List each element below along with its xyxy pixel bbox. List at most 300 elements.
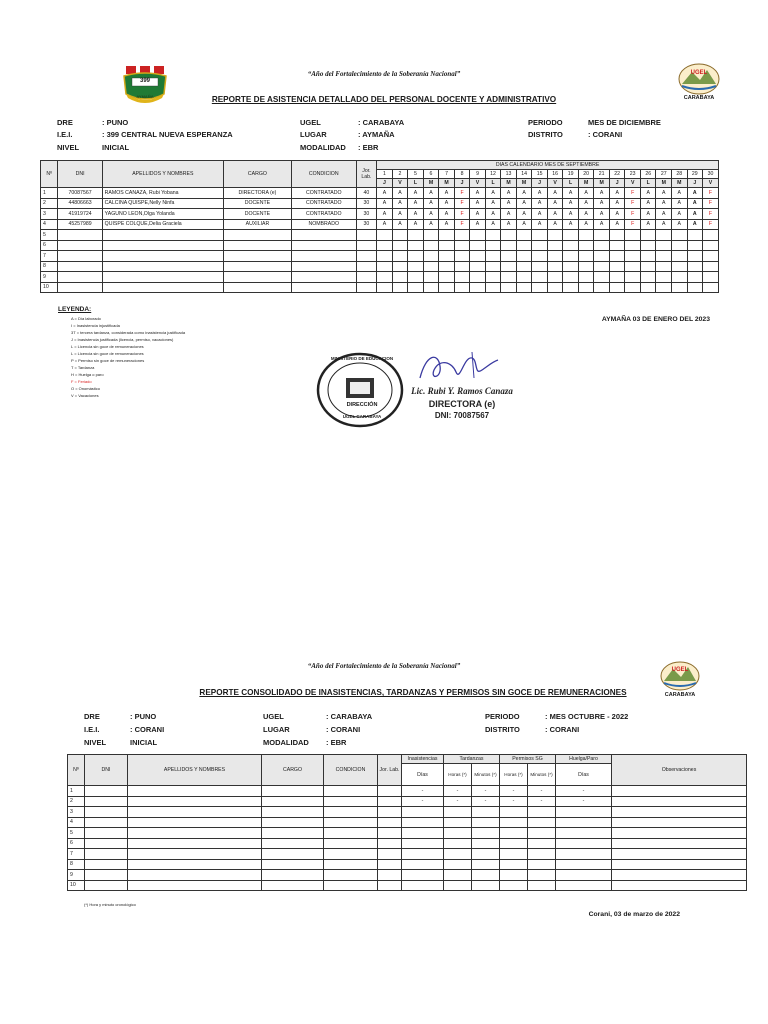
day-letter: V: [470, 179, 486, 188]
day-number: 19: [563, 170, 579, 179]
empty-cell: [500, 838, 528, 849]
empty-cell: [472, 838, 500, 849]
attendance-mark: [594, 230, 610, 241]
dre-value-2: : PUNO: [130, 712, 157, 721]
distrito-value: : CORANI: [588, 130, 623, 139]
empty-cell: [472, 807, 500, 818]
empty-cell: [472, 880, 500, 891]
col-permisos-minutos: Minutos (*): [528, 764, 556, 786]
col-tardanzas-horas: Horas (*): [444, 764, 472, 786]
row-dni: [58, 251, 102, 262]
empty-cell: [528, 828, 556, 839]
modalidad-label-2: MODALIDAD: [263, 738, 309, 747]
row-condicion: [291, 230, 356, 241]
day-letter: L: [640, 179, 656, 188]
attendance-mark: [532, 240, 548, 251]
distrito-label-2: DISTRITO: [485, 725, 520, 734]
attendance-mark: [454, 240, 470, 251]
ugel-label: UGEL: [300, 118, 321, 127]
day-number: 1: [377, 170, 393, 179]
empty-cell: [500, 817, 528, 828]
table-row: [41, 230, 719, 241]
row-dni: 41919724: [58, 209, 102, 220]
attendance-mark: A: [609, 219, 625, 230]
attendance-mark: [423, 272, 439, 283]
lugar-value: : AYMAÑA: [358, 130, 395, 139]
empty-cell: [85, 828, 128, 839]
attendance-mark: A: [408, 219, 424, 230]
attendance-mark: [687, 282, 703, 293]
attendance-mark: [392, 261, 408, 272]
attendance-mark: [516, 272, 532, 283]
attendance-mark: A: [470, 219, 486, 230]
attendance-mark: [408, 230, 424, 241]
empty-cell: [85, 817, 128, 828]
row-name: CALCINA QUISPE,Nelly Ninfa: [102, 198, 223, 209]
attendance-mark: [671, 261, 687, 272]
empty-cell: [402, 838, 444, 849]
attendance-mark: [687, 261, 703, 272]
empty-cell: [324, 786, 378, 797]
attendance-mark: A: [532, 219, 548, 230]
empty-cell: [262, 786, 324, 797]
attendance-mark: [578, 230, 594, 241]
dash-value: -: [402, 796, 444, 807]
attendance-mark: A: [656, 219, 672, 230]
row-number: 9: [68, 870, 85, 881]
col-condicion: CONDICION: [291, 161, 356, 188]
empty-cell: [444, 828, 472, 839]
row-cargo: [224, 240, 292, 251]
dash-value: -: [528, 796, 556, 807]
row-cargo: AUXILIAR: [224, 219, 292, 230]
empty-cell: [556, 838, 612, 849]
stamp-middle-text: DIRECCIÓN: [346, 402, 378, 408]
empty-cell: [500, 828, 528, 839]
attendance-mark: A: [485, 198, 501, 209]
col-dni: DNI: [58, 161, 102, 188]
col-names: APELLIDOS Y NOMBRES: [102, 161, 223, 188]
day-letter: J: [377, 179, 393, 188]
col-tardanzas-minutos: Minutos (*): [472, 764, 500, 786]
row-dni: 45257989: [58, 219, 102, 230]
attendance-mark: A: [671, 188, 687, 199]
row-number: 7: [41, 251, 58, 262]
table-row: [68, 849, 747, 860]
attendance-mark: [703, 282, 719, 293]
row-number: 1: [68, 786, 85, 797]
attendance-mark: [547, 261, 563, 272]
empty-cell: [612, 786, 747, 797]
attendance-mark: [423, 282, 439, 293]
attendance-mark: F: [454, 198, 470, 209]
attendance-mark: [703, 251, 719, 262]
attendance-mark: A: [423, 198, 439, 209]
attendance-mark: A: [377, 209, 393, 220]
day-number: 6: [423, 170, 439, 179]
day-letter: J: [687, 179, 703, 188]
row-condicion: [291, 282, 356, 293]
dash-value: -: [444, 786, 472, 797]
place-date: AYMAÑA 03 DE ENERO DEL 2023: [601, 316, 710, 323]
attendance-mark: [563, 272, 579, 283]
day-number: 21: [594, 170, 610, 179]
attendance-mark: [485, 230, 501, 241]
attendance-mark: [656, 251, 672, 262]
attendance-mark: [594, 251, 610, 262]
row-name: RAMOS CANAZA, Rubi Yobana: [102, 188, 223, 199]
empty-cell: [528, 807, 556, 818]
attendance-mark: [703, 272, 719, 283]
distrito-value-2: : CORANI: [545, 725, 580, 734]
empty-cell: [128, 849, 262, 860]
empty-cell: [528, 849, 556, 860]
attendance-mark: A: [408, 209, 424, 220]
col-observaciones: Observaciones: [612, 755, 747, 786]
empty-cell: [556, 870, 612, 881]
row-dni: [58, 230, 102, 241]
report-title-2: REPORTE CONSOLIDADO DE INASISTENCIAS, TARDANZAS Y PERMISOS SIN GOCE DE REMUNERACIONES: [199, 688, 627, 697]
empty-cell: [612, 807, 747, 818]
attendance-mark: [485, 251, 501, 262]
lugar-label: LUGAR: [300, 130, 327, 139]
attendance-mark: A: [470, 198, 486, 209]
attendance-mark: A: [687, 188, 703, 199]
row-condicion: [291, 261, 356, 272]
empty-cell: [85, 796, 128, 807]
attendance-mark: F: [703, 188, 719, 199]
legend-item: T = Tardanza: [71, 365, 95, 370]
attendance-mark: [439, 282, 455, 293]
row-cargo: [224, 251, 292, 262]
attendance-mark: [501, 272, 517, 283]
attendance-mark: [703, 261, 719, 272]
empty-cell: [85, 849, 128, 860]
attendance-mark: A: [516, 198, 532, 209]
empty-cell: [402, 870, 444, 881]
row-dni: [58, 261, 102, 272]
row-name: [102, 230, 223, 241]
empty-cell: [612, 828, 747, 839]
day-letter: V: [625, 179, 641, 188]
attendance-mark: A: [640, 198, 656, 209]
attendance-mark: [516, 261, 532, 272]
table-row: [41, 219, 719, 230]
attendance-mark: [377, 230, 393, 241]
attendance-mark: A: [578, 198, 594, 209]
attendance-mark: [439, 240, 455, 251]
attendance-mark: [501, 230, 517, 241]
table-row: [68, 786, 747, 797]
attendance-mark: [656, 272, 672, 283]
ugel-logo-text: UGEL: [690, 70, 708, 76]
day-number: 30: [703, 170, 719, 179]
col-permisos-horas: Horas (*): [500, 764, 528, 786]
attendance-mark: [671, 272, 687, 283]
dash-value: -: [556, 786, 612, 797]
attendance-mark: [392, 272, 408, 283]
attendance-mark: A: [687, 198, 703, 209]
empty-cell: [472, 859, 500, 870]
empty-cell: [85, 838, 128, 849]
row-jor: [356, 261, 377, 272]
attendance-mark: A: [594, 209, 610, 220]
col-huelga-dias: Días: [556, 764, 612, 786]
row-condicion: CONTRATADO: [291, 188, 356, 199]
col-no: Nº: [41, 161, 58, 188]
attendance-mark: F: [703, 209, 719, 220]
empty-cell: [262, 880, 324, 891]
day-number: 26: [640, 170, 656, 179]
row-condicion: CONTRATADO: [291, 209, 356, 220]
attendance-mark: A: [501, 198, 517, 209]
legend-item: V = Vacaciones: [71, 393, 99, 398]
attendance-mark: A: [671, 209, 687, 220]
empty-cell: [528, 870, 556, 881]
legend-item: 3T = tercera tardanza, considerada como inasistencia justificada: [71, 330, 186, 335]
legend-item: J = Inasistencia justificada (licencia, permiso, vacaciones): [71, 337, 174, 342]
table-row: [68, 796, 747, 807]
attendance-mark: [470, 282, 486, 293]
empty-cell: [472, 870, 500, 881]
empty-cell: [324, 807, 378, 818]
attendance-mark: [547, 272, 563, 283]
attendance-mark: A: [501, 188, 517, 199]
legend-title: LEYENDA:: [58, 306, 92, 313]
table-row: [68, 880, 747, 891]
attendance-mark: [532, 230, 548, 241]
empty-cell: [324, 838, 378, 849]
distrito-label: DISTRITO: [528, 130, 563, 139]
empty-cell: [378, 859, 402, 870]
table-row: [68, 859, 747, 870]
empty-cell: [378, 807, 402, 818]
row-jor: 30: [356, 219, 377, 230]
attendance-mark: A: [609, 198, 625, 209]
legend-item: F = Feriado: [71, 379, 92, 384]
row-cargo: DIRECTORA (e): [224, 188, 292, 199]
attendance-mark: [408, 282, 424, 293]
attendance-mark: A: [423, 188, 439, 199]
attendance-mark: [703, 240, 719, 251]
attendance-mark: A: [594, 219, 610, 230]
row-number: 2: [68, 796, 85, 807]
row-number: 3: [68, 807, 85, 818]
empty-cell: [444, 880, 472, 891]
attendance-mark: [377, 272, 393, 283]
row-number: 1: [41, 188, 58, 199]
attendance-mark: [563, 251, 579, 262]
empty-cell: [128, 786, 262, 797]
empty-cell: [378, 796, 402, 807]
day-number: 27: [656, 170, 672, 179]
attendance-mark: [532, 272, 548, 283]
attendance-mark: A: [547, 209, 563, 220]
empty-cell: [500, 859, 528, 870]
signature-role: DIRECTORA (e): [428, 399, 496, 409]
table-row: [41, 251, 719, 262]
attendance-mark: [485, 272, 501, 283]
day-number: 12: [485, 170, 501, 179]
empty-cell: [444, 870, 472, 881]
empty-cell: [378, 870, 402, 881]
empty-cell: [444, 807, 472, 818]
attendance-mark: [501, 261, 517, 272]
row-number: 10: [68, 880, 85, 891]
empty-cell: [378, 828, 402, 839]
attendance-mark: A: [547, 198, 563, 209]
attendance-mark: [392, 230, 408, 241]
attendance-mark: A: [377, 219, 393, 230]
col-inasistencias-dias: Días: [402, 764, 444, 786]
attendance-mark: [656, 240, 672, 251]
empty-cell: [402, 849, 444, 860]
attendance-mark: [470, 240, 486, 251]
attendance-mark: [377, 240, 393, 251]
consolidated-table: [67, 754, 747, 891]
attendance-mark: [640, 240, 656, 251]
attendance-mark: A: [377, 188, 393, 199]
attendance-mark: A: [516, 188, 532, 199]
attendance-mark: [454, 282, 470, 293]
empty-cell: [612, 859, 747, 870]
attendance-mark: A: [578, 188, 594, 199]
attendance-mark: [594, 282, 610, 293]
attendance-mark: [625, 282, 641, 293]
attendance-mark: [625, 230, 641, 241]
attendance-mark: F: [625, 198, 641, 209]
attendance-mark: [485, 261, 501, 272]
empty-cell: [472, 849, 500, 860]
attendance-mark: [501, 251, 517, 262]
day-letter: L: [408, 179, 424, 188]
dash-value: -: [444, 796, 472, 807]
empty-cell: [324, 849, 378, 860]
attendance-mark: [423, 240, 439, 251]
attendance-mark: A: [423, 209, 439, 220]
attendance-mark: [609, 261, 625, 272]
attendance-mark: A: [563, 198, 579, 209]
attendance-mark: [377, 251, 393, 262]
dash-value: -: [500, 796, 528, 807]
table-row: [41, 272, 719, 283]
day-number: 22: [609, 170, 625, 179]
attendance-mark: A: [408, 188, 424, 199]
col-cargo: CARGO: [224, 161, 292, 188]
empty-cell: [128, 838, 262, 849]
col-condicion-2: CONDICION: [324, 755, 378, 786]
row-jor: [356, 272, 377, 283]
attendance-mark: A: [563, 188, 579, 199]
attendance-mark: A: [392, 219, 408, 230]
table-row: [68, 838, 747, 849]
row-dni: [58, 282, 102, 293]
attendance-mark: A: [687, 219, 703, 230]
attendance-mark: A: [594, 198, 610, 209]
empty-cell: [472, 828, 500, 839]
attendance-mark: A: [423, 219, 439, 230]
attendance-mark: [671, 230, 687, 241]
row-name: QUISPE COLQUE,Delia Graciela: [102, 219, 223, 230]
ugel-label-2: UGEL: [263, 712, 284, 721]
empty-cell: [472, 817, 500, 828]
attendance-mark: [687, 240, 703, 251]
attendance-mark: [532, 282, 548, 293]
ugel-logo-2-caption: CARABAYA: [664, 692, 696, 698]
attendance-mark: [609, 240, 625, 251]
row-jor: 30: [356, 209, 377, 220]
lugar-label-2: LUGAR: [263, 725, 290, 734]
dash-value: -: [528, 786, 556, 797]
empty-cell: [262, 849, 324, 860]
attendance-mark: [656, 230, 672, 241]
empty-cell: [402, 807, 444, 818]
day-number: 14: [516, 170, 532, 179]
day-number: 8: [454, 170, 470, 179]
empty-cell: [556, 859, 612, 870]
attendance-mark: [516, 251, 532, 262]
attendance-mark: [563, 282, 579, 293]
stamp-top-text: MINISTERIO DE EDUCACION: [330, 356, 394, 361]
empty-cell: [444, 849, 472, 860]
empty-cell: [378, 838, 402, 849]
row-name: [102, 282, 223, 293]
nivel-value-2: INICIAL: [130, 738, 158, 747]
day-number: 23: [625, 170, 641, 179]
attendance-mark: F: [625, 219, 641, 230]
empty-cell: [612, 838, 747, 849]
empty-cell: [556, 880, 612, 891]
attendance-mark: [625, 261, 641, 272]
attendance-mark: [408, 272, 424, 283]
attendance-mark: [392, 251, 408, 262]
footnote: (*) Hora y minuto cronológico: [84, 902, 136, 907]
modalidad-value-2: : EBR: [326, 738, 347, 747]
attendance-mark: A: [578, 209, 594, 220]
attendance-mark: [656, 261, 672, 272]
row-jor: 30: [356, 198, 377, 209]
row-condicion: NOMBRADO: [291, 219, 356, 230]
attendance-mark: [501, 240, 517, 251]
attendance-mark: [640, 272, 656, 283]
days-title: DIAS CALENDARIO MES DE SEPTIEMBRE: [377, 161, 719, 170]
row-number: 7: [68, 849, 85, 860]
attendance-mark: [454, 230, 470, 241]
empty-cell: [262, 828, 324, 839]
table-row: [41, 282, 719, 293]
attendance-mark: [470, 230, 486, 241]
attendance-table: [40, 160, 719, 293]
attendance-mark: A: [439, 188, 455, 199]
empty-cell: [85, 859, 128, 870]
nivel-value: INICIAL: [102, 143, 130, 152]
day-letter: M: [594, 179, 610, 188]
legend-item: P = Permiso sin goce de remuneraciones: [71, 358, 145, 363]
attendance-mark: A: [485, 188, 501, 199]
empty-cell: [262, 838, 324, 849]
table-row: [41, 209, 719, 220]
attendance-mark: A: [470, 188, 486, 199]
attendance-mark: [408, 240, 424, 251]
legend-item: A = Día laborado: [71, 316, 101, 321]
school-logo-number: 399: [139, 78, 150, 84]
empty-cell: [612, 870, 747, 881]
attendance-mark: F: [703, 219, 719, 230]
attendance-mark: [485, 240, 501, 251]
col-huelga: Huelga/Paro: [556, 755, 612, 764]
empty-cell: [85, 786, 128, 797]
empty-cell: [262, 807, 324, 818]
